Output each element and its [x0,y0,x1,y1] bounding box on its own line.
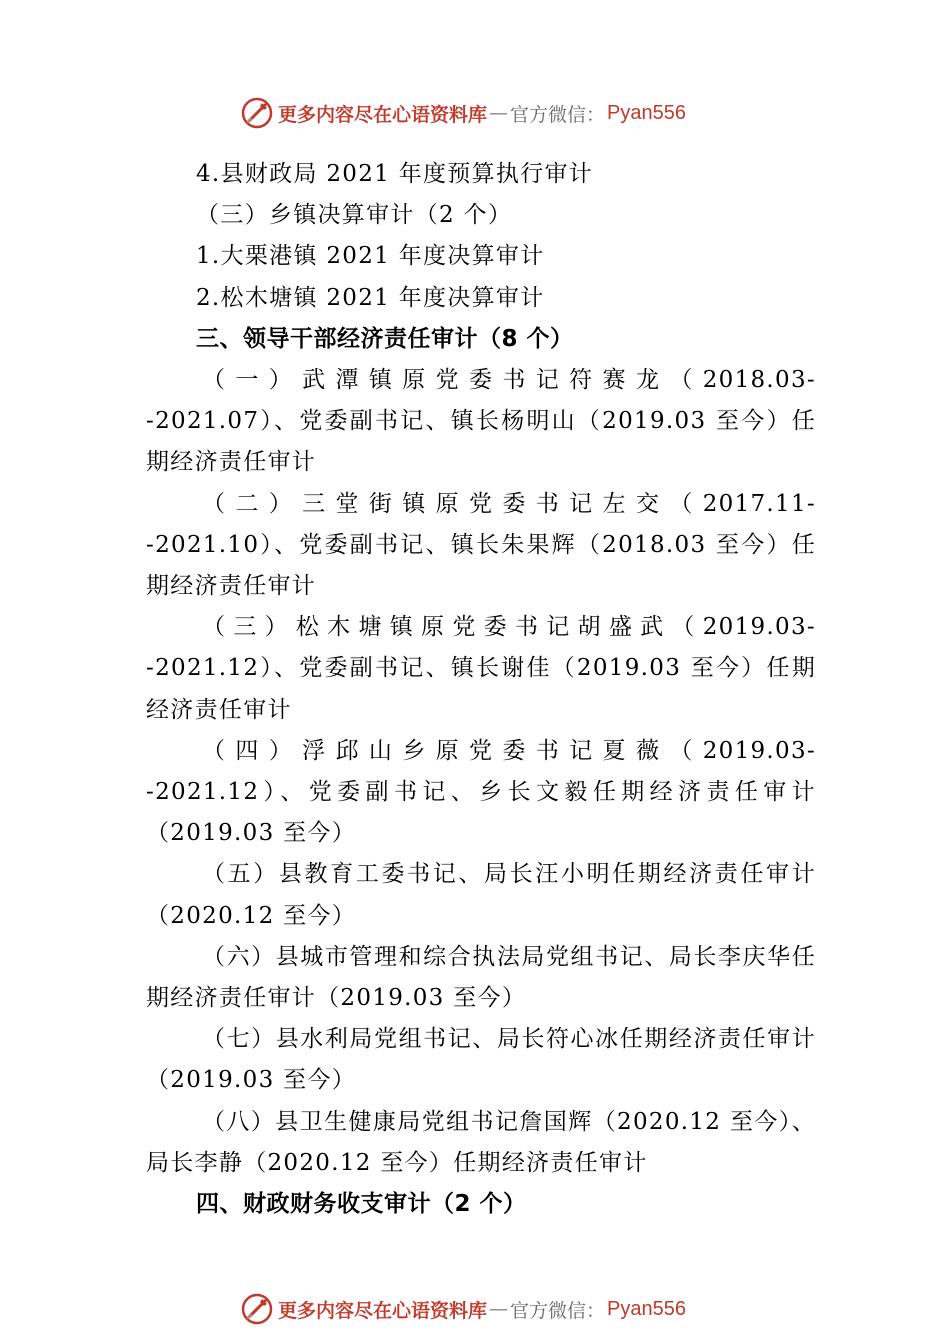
township-audit-item-1: 1.大栗港镇 2021 年度决算审计 [196,243,545,270]
responsibility-audit-item-3: （三）松木塘镇原党委书记胡盛武（2019.03--2021.12）、党委副书记、镇长谢佳（2019.03 至今）任期经济责任审计 [146,614,816,723]
logo-icon [240,1292,274,1326]
footer-watermark [240,1292,686,1326]
responsibility-audit-item-4: （四）浮邱山乡原党委书记夏薇（2019.03--2021.12）、党委副书记、乡长文毅任期经济责任审计（2019.03 至今） [146,737,816,847]
responsibility-audit-item-2: （二）三堂街镇原党委书记左交（2017.11--2021.10）、党委副书记、镇长朱果辉（2018.03 至今）任期经济责任审计 [146,490,816,599]
township-audit-heading: （三）乡镇决算审计（2 个） [196,202,513,229]
watermark-label: 官方微信： [510,103,606,126]
budget-audit-item-4: 4.县财政局 2021 年度预算执行审计 [196,161,594,187]
watermark-id: Pyan556 [607,101,686,124]
logo-icon [240,96,274,130]
watermark-main-text: 更多内容尽在心语资料库 [278,1299,488,1322]
watermark-dash: — [489,1298,509,1320]
watermark-id: Pyan556 [607,1297,686,1320]
watermark-dash: — [489,102,509,124]
responsibility-audit-item-5: （五）县教育工委书记、局长汪小明任期经济责任审计（2020.12 至今） [146,861,816,929]
township-audit-item-2: 2.松木塘镇 2021 年度决算审计 [196,284,545,311]
watermark-main-text: 更多内容尽在心语资料库 [278,103,488,126]
responsibility-audit-item-6: （六）县城市管理和综合执法局党组书记、局长李庆华任期经济责任审计（2019.03 至今） [146,943,816,1011]
responsibility-audit-item-1: （一）武潭镇原党委书记符赛龙（2018.03--2021.07）、党委副书记、镇长杨明山（2019.03 至今）任期经济责任审计 [146,366,816,476]
watermark-label: 官方微信： [510,1299,606,1322]
section-heading-4: 四、财政财务收支审计（2 个） [196,1191,527,1217]
header-watermark [240,96,686,130]
responsibility-audit-item-8: （八）县卫生健康局党组书记詹国辉（2020.12 至今）、局长李静（2020.12 至今）任期经济责任审计 [146,1108,816,1176]
document-body [146,154,816,1225]
section-heading-3: 三、领导干部经济责任审计（8 个） [196,325,574,352]
responsibility-audit-item-7: （七）县水利局党组书记、局长符心冰任期经济责任审计 （2019.03 至今） [146,1026,816,1094]
